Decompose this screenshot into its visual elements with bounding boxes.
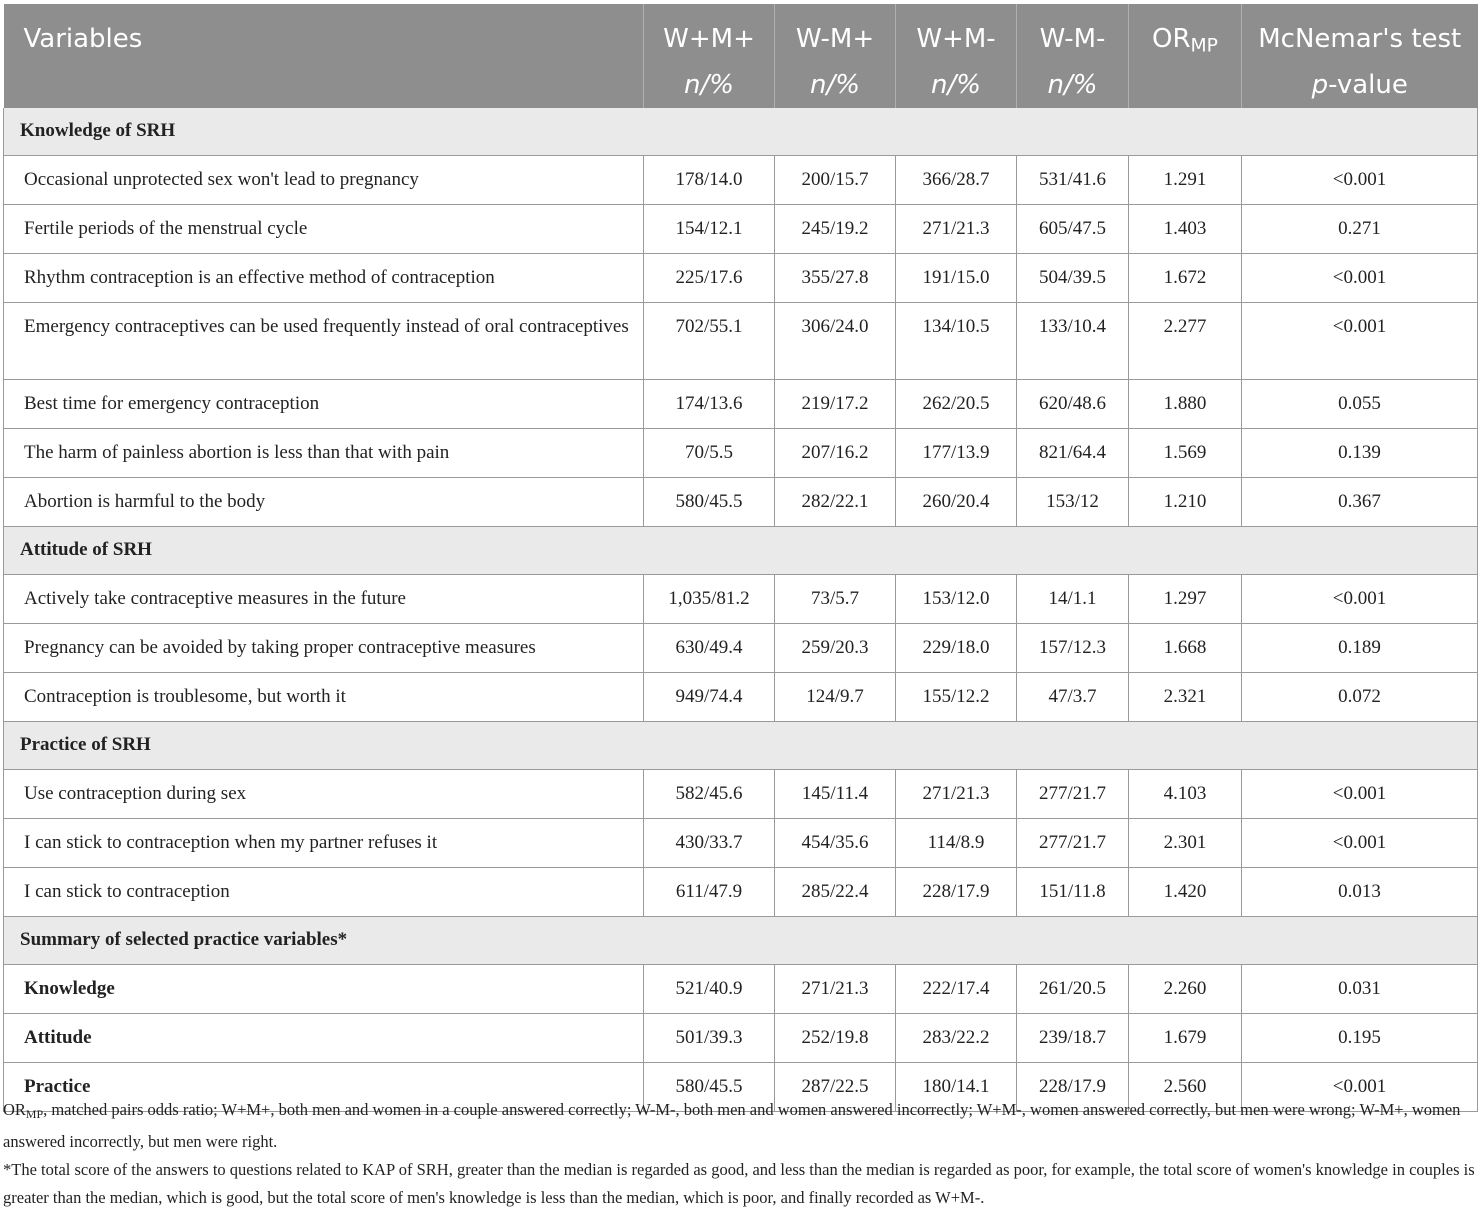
cell-wmmp: 207/16.2 [775,429,896,478]
table-row [4,770,1478,819]
section-title: Attitude of SRH [4,527,1478,575]
cell-or: 1.210 [1129,478,1242,527]
cell-wmmp: 454/35.6 [775,819,896,868]
cell-or: 1.679 [1129,1014,1242,1063]
cell-or: 2.301 [1129,819,1242,868]
table-row [4,868,1478,917]
cell-wpmm: 177/13.9 [896,429,1017,478]
row-label: Attitude [4,1014,644,1063]
cell-wmmp: 282/22.1 [775,478,896,527]
cell-wmmm: 239/18.7 [1017,1014,1129,1063]
row-label: Occasional unprotected sex won't lead to pregnancy [4,156,644,205]
table-row [4,965,1478,1014]
cell-wpmp: 582/45.6 [644,770,775,819]
cell-wmmm: 133/10.4 [1017,303,1129,380]
section-title: Summary of selected practice variables* [4,917,1478,965]
cell-wpmp: 70/5.5 [644,429,775,478]
cell-wpmm: 191/15.0 [896,254,1017,303]
cell-wmmm: 47/3.7 [1017,673,1129,722]
cell-wpmm: 260/20.4 [896,478,1017,527]
section-header-row [4,108,1478,156]
header-wpmm: W+M- n/% [896,4,1017,108]
cell-wpmp: 154/12.1 [644,205,775,254]
cell-or: 2.560 [1129,1063,1242,1112]
cell-wmmp: 124/9.7 [775,673,896,722]
table-row [4,819,1478,868]
section-title: Knowledge of SRH [4,108,1478,156]
cell-or: 1.569 [1129,429,1242,478]
cell-wpmp: 521/40.9 [644,965,775,1014]
cell-wpmm: 222/17.4 [896,965,1017,1014]
results-table [3,4,1478,1112]
cell-p: <0.001 [1242,254,1478,303]
table-row [4,254,1478,303]
table-row [4,380,1478,429]
row-label: Knowledge [4,965,644,1014]
cell-or: 1.880 [1129,380,1242,429]
table-body [4,108,1478,1112]
cell-wpmm: 366/28.7 [896,156,1017,205]
cell-wpmp: 949/74.4 [644,673,775,722]
cell-wmmp: 285/22.4 [775,868,896,917]
cell-wmmm: 228/17.9 [1017,1063,1129,1112]
cell-wmmp: 259/20.3 [775,624,896,673]
cell-wpmp: 501/39.3 [644,1014,775,1063]
table-row [4,624,1478,673]
cell-wpmp: 1,035/81.2 [644,575,775,624]
cell-wpmm: 262/20.5 [896,380,1017,429]
footnote-summary: *The total score of the answers to questions related to KAP of SRH, greater than the median is regarded as good, and less than the median is regarded as poor, for example, the total score of women's knowledge in couples is greater than the median, which is good, but the total score of men's knowledge is less than the median, which is poor, and finally recorded as W+M-. [3,1159,1475,1207]
cell-p: 0.031 [1242,965,1478,1014]
cell-wmmp: 145/11.4 [775,770,896,819]
row-label: I can stick to contraception when my partner refuses it [4,819,644,868]
cell-p: <0.001 [1242,156,1478,205]
cell-wpmp: 430/33.7 [644,819,775,868]
header-variables: Variables [4,4,644,108]
header-row [4,4,1478,108]
cell-wmmp: 355/27.8 [775,254,896,303]
row-label: Pregnancy can be avoided by taking proper contraceptive measures [4,624,644,673]
cell-wpmm: 229/18.0 [896,624,1017,673]
cell-or: 1.291 [1129,156,1242,205]
cell-wpmm: 283/22.2 [896,1014,1017,1063]
cell-wmmp: 219/17.2 [775,380,896,429]
cell-p: <0.001 [1242,819,1478,868]
row-label: Actively take contraceptive measures in the future [4,575,644,624]
cell-wmmp: 73/5.7 [775,575,896,624]
section-title: Practice of SRH [4,722,1478,770]
row-label: I can stick to contraception [4,868,644,917]
cell-p: 0.055 [1242,380,1478,429]
cell-or: 1.420 [1129,868,1242,917]
header-wpmp: W+M+ n/% [644,4,775,108]
row-label: The harm of painless abortion is less than that with pain [4,429,644,478]
table-row [4,575,1478,624]
cell-wmmm: 821/64.4 [1017,429,1129,478]
cell-wmmp: 200/15.7 [775,156,896,205]
cell-or: 4.103 [1129,770,1242,819]
table-container [3,4,1477,1112]
header-wmmm: W-M- n/% [1017,4,1129,108]
cell-p: 0.013 [1242,868,1478,917]
cell-wpmp: 178/14.0 [644,156,775,205]
row-label: Practice [4,1063,644,1112]
cell-p: 0.271 [1242,205,1478,254]
row-label: Rhythm contraception is an effective method of contraception [4,254,644,303]
cell-wpmp: 702/55.1 [644,303,775,380]
cell-wpmm: 153/12.0 [896,575,1017,624]
cell-wpmm: 155/12.2 [896,673,1017,722]
cell-p: 0.139 [1242,429,1478,478]
cell-or: 2.277 [1129,303,1242,380]
section-header-row [4,722,1478,770]
cell-wmmm: 261/20.5 [1017,965,1129,1014]
cell-wpmm: 228/17.9 [896,868,1017,917]
row-label: Use contraception during sex [4,770,644,819]
cell-wmmm: 605/47.5 [1017,205,1129,254]
cell-wmmm: 277/21.7 [1017,819,1129,868]
cell-wpmp: 174/13.6 [644,380,775,429]
cell-or: 2.321 [1129,673,1242,722]
cell-wmmm: 157/12.3 [1017,624,1129,673]
cell-or: 2.260 [1129,965,1242,1014]
table-row [4,673,1478,722]
table-row [4,429,1478,478]
cell-or: 1.672 [1129,254,1242,303]
cell-or: 1.403 [1129,205,1242,254]
row-label: Abortion is harmful to the body [4,478,644,527]
cell-wmmm: 531/41.6 [1017,156,1129,205]
footnote-abbreviations: $OR_{MP}$, matched pairs odds ratio; W+M+, both men and women in a couple answered correctly; W-M-, both men and women answered incorrectly; W+M-, women answered correctly, but men were wrong; W-M+, women answered incorrectly, but men were right. [3,1100,1461,1151]
cell-p: 0.189 [1242,624,1478,673]
cell-p: 0.367 [1242,478,1478,527]
cell-p: <0.001 [1242,1063,1478,1112]
cell-p: 0.072 [1242,673,1478,722]
cell-or: 1.668 [1129,624,1242,673]
cell-wmmm: 151/11.8 [1017,868,1129,917]
cell-wpmp: 225/17.6 [644,254,775,303]
cell-wmmp: 271/21.3 [775,965,896,1014]
cell-p: <0.001 [1242,770,1478,819]
cell-wpmp: 611/47.9 [644,868,775,917]
cell-wmmm: 620/48.6 [1017,380,1129,429]
cell-wmmp: 245/19.2 [775,205,896,254]
header-or-mp: $OR_{MP}$ [1129,4,1242,108]
row-label: Contraception is troublesome, but worth it [4,673,644,722]
row-label: Fertile periods of the menstrual cycle [4,205,644,254]
cell-p: 0.195 [1242,1014,1478,1063]
table-row [4,303,1478,380]
table-row [4,478,1478,527]
section-header-row [4,527,1478,575]
table-row [4,156,1478,205]
cell-wpmm: 180/14.1 [896,1063,1017,1112]
cell-wpmm: 271/21.3 [896,770,1017,819]
table-row [4,1014,1478,1063]
cell-wpmp: 580/45.5 [644,478,775,527]
cell-wmmp: 306/24.0 [775,303,896,380]
cell-p: <0.001 [1242,303,1478,380]
header-mcnemar: McNemar's test p-value [1242,4,1478,108]
cell-wmmm: 14/1.1 [1017,575,1129,624]
cell-wmmm: 277/21.7 [1017,770,1129,819]
cell-wpmp: 580/45.5 [644,1063,775,1112]
cell-wmmp: 287/22.5 [775,1063,896,1112]
cell-wmmp: 252/19.8 [775,1014,896,1063]
cell-wpmm: 271/21.3 [896,205,1017,254]
cell-wmmm: 153/12 [1017,478,1129,527]
row-label: Emergency contraceptives can be used frequently instead of oral contraceptives [4,303,644,380]
cell-wpmm: 134/10.5 [896,303,1017,380]
cell-wpmm: 114/8.9 [896,819,1017,868]
header-wmmp: W-M+ n/% [775,4,896,108]
footnotes [3,1096,1477,1212]
cell-or: 1.297 [1129,575,1242,624]
table-row [4,205,1478,254]
cell-p: <0.001 [1242,575,1478,624]
cell-wmmm: 504/39.5 [1017,254,1129,303]
section-header-row [4,917,1478,965]
row-label: Best time for emergency contraception [4,380,644,429]
cell-wpmp: 630/49.4 [644,624,775,673]
